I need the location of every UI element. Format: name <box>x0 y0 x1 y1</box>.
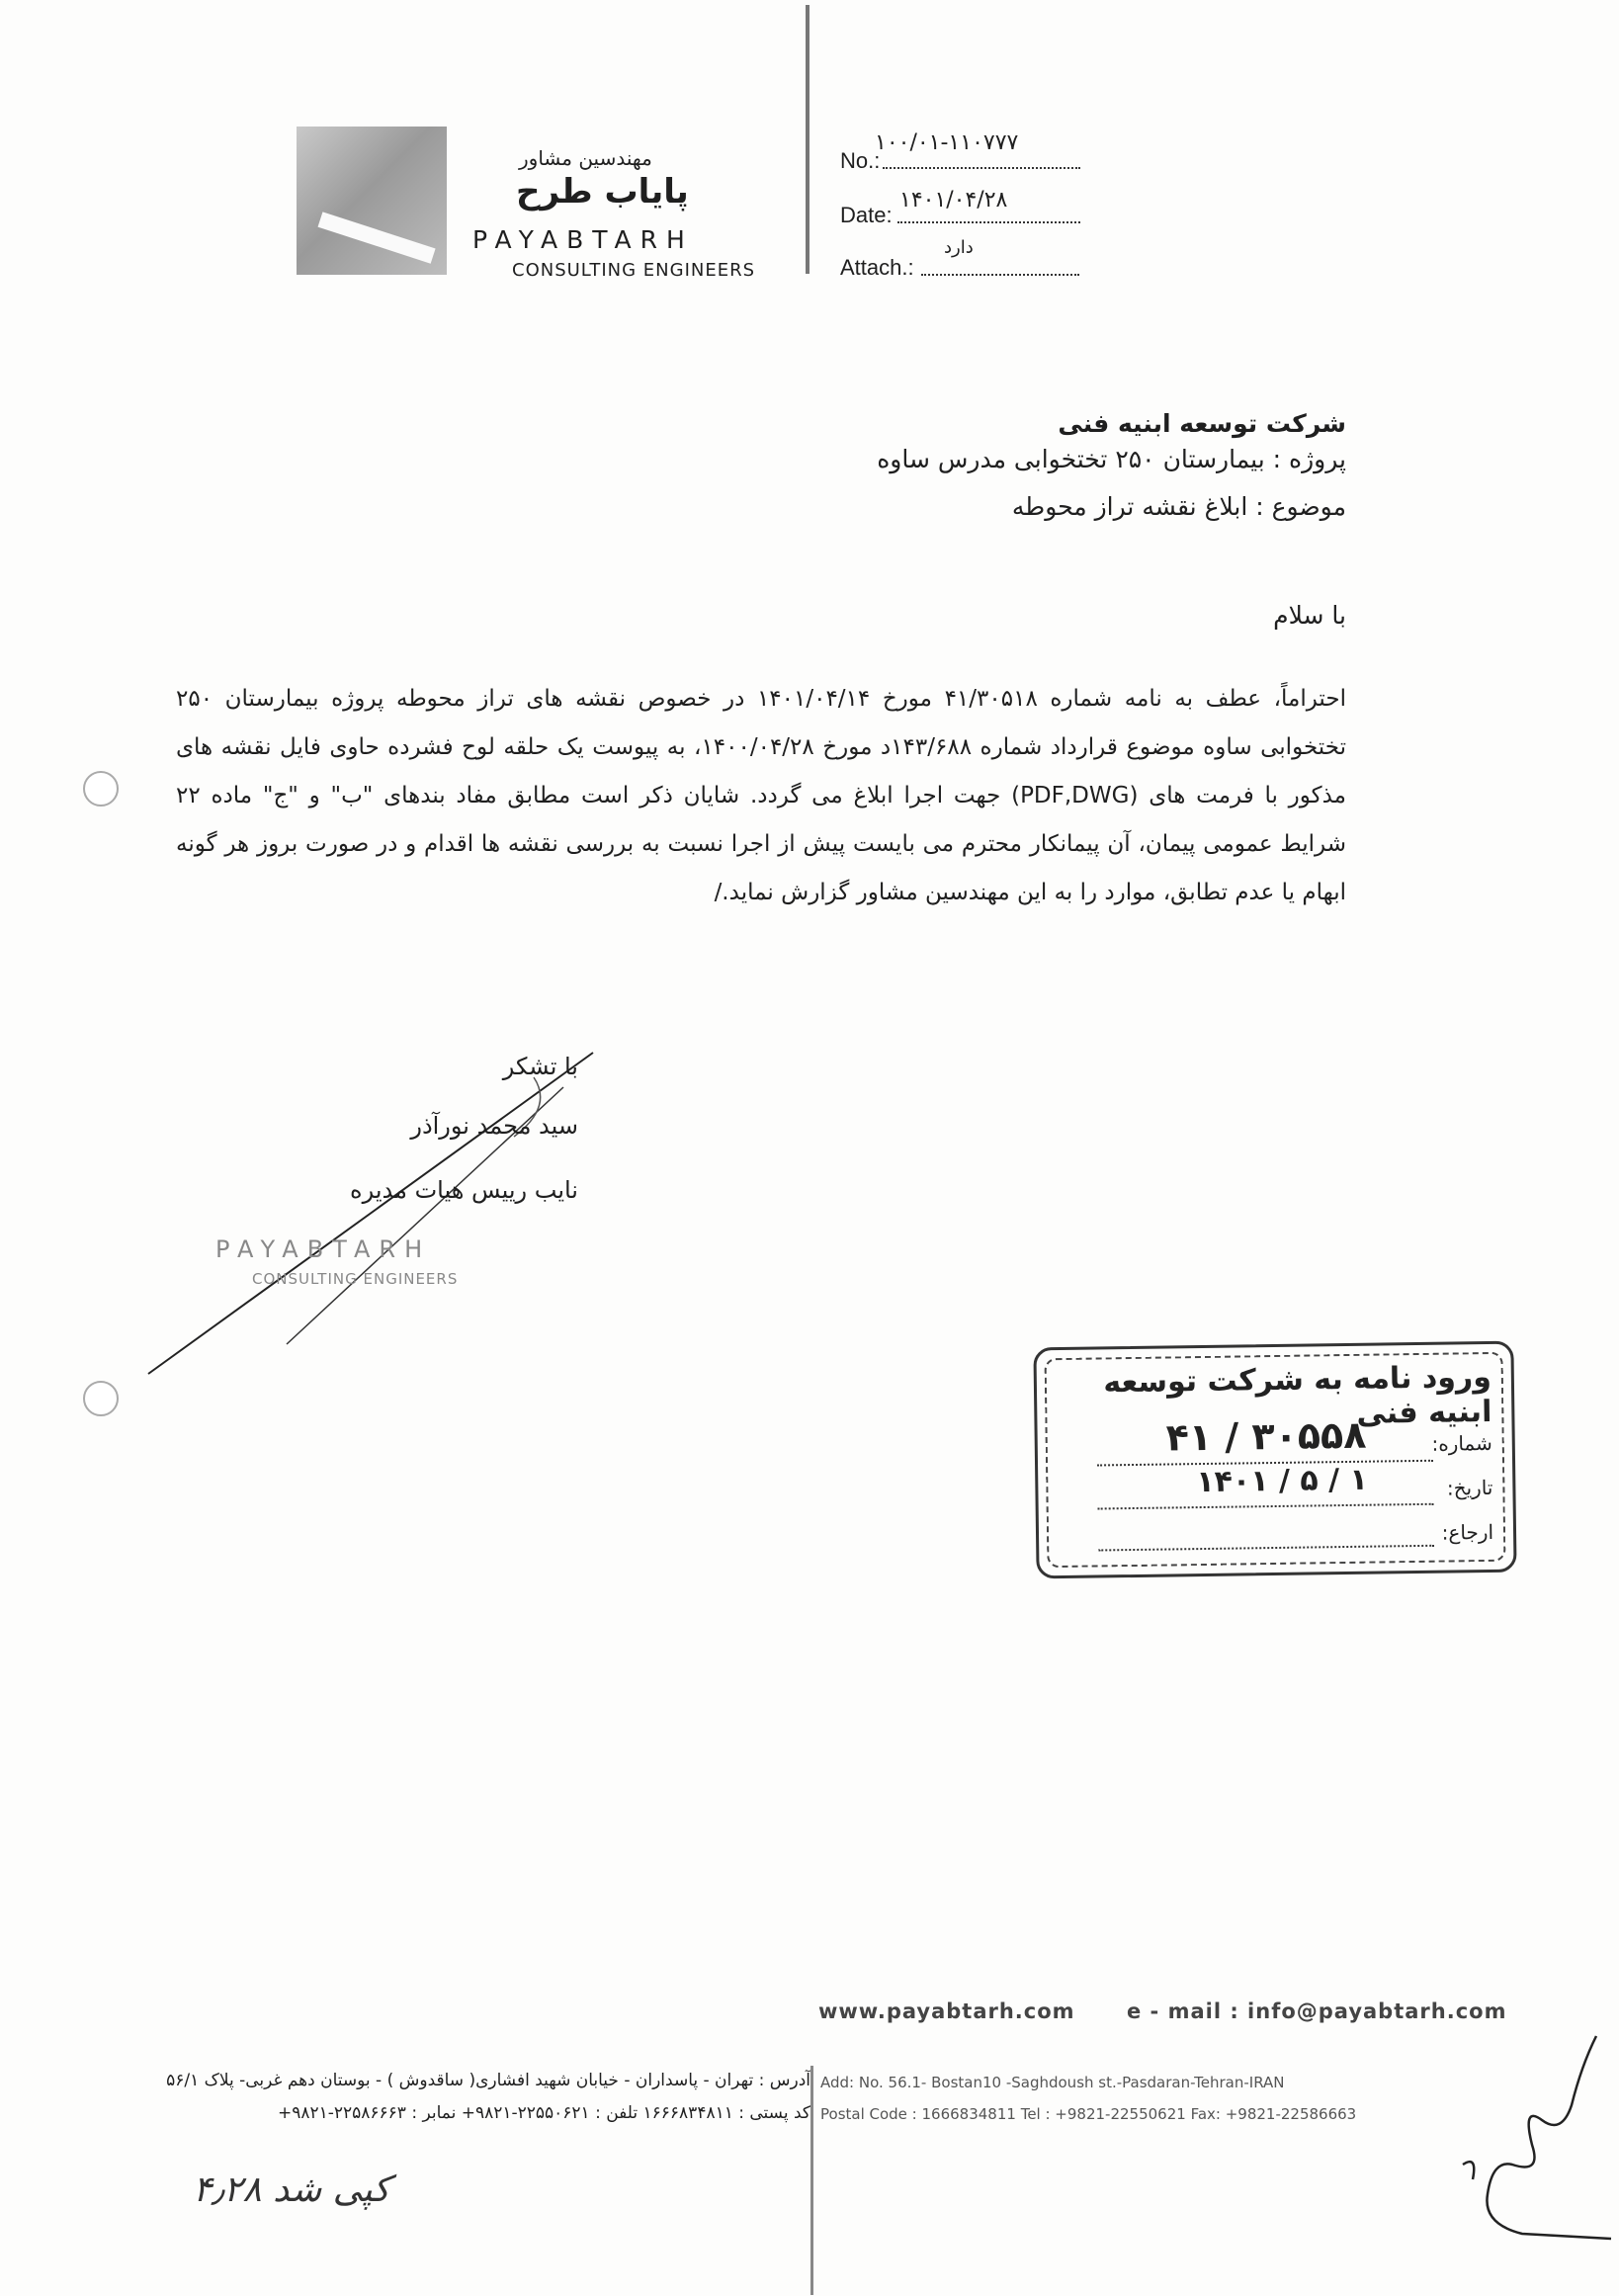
receipt-number-value: ۴۱ / ۳۰۵۵۸ <box>1165 1412 1367 1460</box>
attach-label: Attach.: <box>840 255 914 280</box>
receipt-date-label: تاریخ: <box>1446 1475 1493 1500</box>
letter-number-value: ۱۰۰/۰۱-۱۱۰۷۷۷ <box>875 130 1019 155</box>
handwritten-note: ۴٫۲۸ کپی شد <box>193 2169 390 2210</box>
punch-hole <box>83 771 119 807</box>
attach-dots <box>921 256 1079 276</box>
letter-date-label: Date: <box>840 203 893 227</box>
logo-subtitle: CONSULTING ENGINEERS <box>512 260 756 281</box>
footer-divider <box>810 2066 813 2295</box>
closing: با تشکر <box>502 1053 578 1080</box>
signature-stroke <box>138 1048 613 1384</box>
receipt-number-label: شماره: <box>1431 1430 1492 1456</box>
company-stamp-subtitle: CONSULTING ENGINEERS <box>252 1270 459 1288</box>
recipient: شرکت توسعه ابنیه فنی <box>1058 409 1346 438</box>
logo-text-fa-small: مهندسین مشاور <box>519 146 652 170</box>
signer-name: سید محمد نورآذر <box>410 1112 578 1140</box>
receipt-title: ورود نامه به شرکت توسعه ابنیه فنی <box>1103 1359 1492 1431</box>
signer-title: نایب رییس هیات مدیره <box>350 1176 578 1204</box>
header-divider <box>806 5 810 274</box>
receipt-date-value: ۱۴۰۱ / ۵ / ۱ <box>1196 1462 1369 1500</box>
footer-email[interactable]: e - mail : info@payabtarh.com <box>1127 1999 1507 2023</box>
punch-hole <box>83 1381 119 1416</box>
footer-address-fa: آدرس : تهران - پاسداران - خیابان شهید افشاری( ساقدوش ) - بوستان دهم غربی- پلاک ۵۶/۱ <box>166 2071 810 2090</box>
project-line: پروژه : بیمارستان ۲۵۰ تختخوابی مدرس ساوه <box>877 445 1346 473</box>
subject-line: موضوع : ابلاغ نقشه تراز محوطه <box>1011 492 1346 521</box>
company-logo <box>297 127 791 285</box>
attach-value: دارد <box>944 237 974 258</box>
logo-text-fa-large: پایاب طرح <box>516 172 689 212</box>
letter-date-dots <box>897 204 1080 223</box>
logo-slash-shape <box>318 212 436 263</box>
footer-website[interactable]: www.payabtarh.com <box>818 1999 1075 2023</box>
letter-date-value: ۱۴۰۱/۰۴/۲۸ <box>899 188 1008 213</box>
letter-body: احتراماً، عطف به نامه شماره ۴۱/۳۰۵۱۸ مورخ ۱۴۰۱/۰۴/۱۴ در خصوص نقشه های تراز محوطه پروژه بیمارستان ۲۵۰ تختخوابی ساوه موضوع قرارداد شماره ۱۴۳/۶۸۸د مورخ ۱۴۰۰/۰۴/۲۸، به پیوست یک حلقه لوح فشرده حاوی فایل نقشه های مذکور با فرمت های (PDF,DWG) جهت اجرا ابلاغ می گردد. شایان ذکر است مطابق مفاد بندهای "ب" و "ج" ماده ۲۲ شرایط عمومی پیمان، آن پیمانکار محترم می بایست پیش از اجرا نسبت به بررسی نقشه ها اقدام و در صورت بروز هر گونه ابهام یا عدم تطابق، موارد را به این مهندسین مشاور گزارش نماید./ <box>176 686 1346 905</box>
letter-number-label: No.: <box>840 148 881 173</box>
handwritten-signature <box>1433 2026 1616 2283</box>
logo-text-en: PAYABTARH <box>472 225 694 254</box>
letter-number-dots <box>883 149 1080 169</box>
company-stamp-text: PAYABTARH <box>215 1235 432 1263</box>
footer-contact-fa: کد پستی : ۱۶۶۶۸۳۴۸۱۱ تلفن : ۲۲۵۵۰۶۲۱-۹۸۲۱+ نمابر : ۲۲۵۸۶۶۶۳-۹۸۲۱+ <box>277 2103 810 2123</box>
greeting: با سلام <box>1273 601 1346 630</box>
receipt-ref-label: ارجاع: <box>1441 1519 1494 1545</box>
logo-mark <box>297 127 447 275</box>
footer-contact-en: Postal Code : 1666834811 Tel : +9821-22550621 Fax: +9821-22586663 <box>820 2105 1357 2123</box>
footer-address-en: Add: No. 56.1- Bostan10 -Saghdoush st.-Pasdaran-Tehran-IRAN <box>820 2074 1285 2091</box>
receipt-stamp <box>1033 1341 1516 1579</box>
